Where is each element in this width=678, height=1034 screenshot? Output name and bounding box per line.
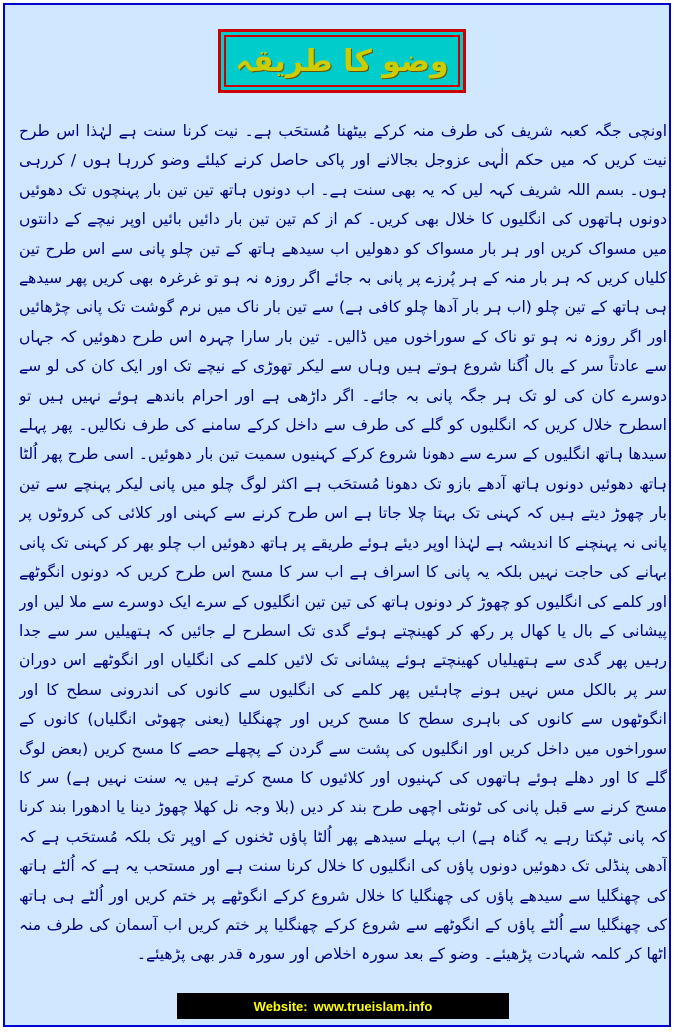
page-title: وضو کا طریقہ: [235, 43, 449, 79]
title-banner: [218, 29, 466, 93]
content-frame: [3, 3, 671, 1027]
article-body: [19, 117, 667, 987]
article-paragraph: اونچی جگہ کعبہ شریف کی طرف منہ کرکے بیٹھنا مُستحَب ہے۔ نیت کرنا سنت ہے لہٰذا اس طرح نیت کریں کہ میں حکم الٰہی عزوجل بجالانے اور پاکی حاصل کرنے کیلئے وضو کررہا ہوں / کررہی ہوں۔ بسم اللہ شریف کہہ لیں کہ یہ بھی سنت ہے۔ اب دونوں ہاتھ تین تین بار پہنچوں تک دھوئیں دونوں ہاتھوں کی انگلیوں کا خلال بھی کریں۔ کم از کم تین تین بار دائیں بائیں اوپر نیچے کے دانتوں میں مسواک کریں اور ہر بار مسواک کو دھولیں اب سیدھے ہاتھ کے تین چلو پانی سے اس طرح تین کلیاں کریں کہ ہر بار منہ کے ہر پُرزے پر پانی بہ جائے اگر روزہ نہ ہو تو غرغرہ بھی کریں پھر سیدھے ہی ہاتھ کے تین چلو (اب ہر بار آدھا چلو کافی ہے) سے تین بار ناک میں نرم گوشت تک پانی چڑھائیں اور اگر روزہ نہ ہو تو ناک کے سوراخوں میں ڈالیں۔ تین بار سارا چہرہ اس طرح دھوئیں کہ جہاں سے عادتاً سر کے بال اُگنا شروع ہوتے ہیں وہاں سے لیکر تھوڑی کے نیچے تک اور ایک کان کی لو سے دوسرے کان کی لو تک ہر جگہ پانی بہ جائے۔ اگر داڑھی ہے اور احرام باندھے ہوئے نہیں ہیں تو اسطرح خلال کریں کہ انگلیوں کو گلے کی طرف سے داخل کرکے سامنے کی طرف نکالیں۔ پھر پہلے سیدھا ہاتھ انگلیوں کے سرے سے دھونا شروع کرکے کہنیوں سمیت تین بار دھوئیں۔ اسی طرح پھر اُلٹا ہاتھ دھوئیں دونوں ہاتھ آدھے بازو تک دھونا مُستحَب ہے اکثر لوگ چلو میں پانی لیکر پہنچے سے تین بار چھوڑ دیتے ہیں کہ کہنی تک بہتا چلا جاتا ہے اس طرح کرنے سے کہنی اور کلائی کی کروٹوں پر پانی نہ پہنچنے کا اندیشہ ہے لہٰذا اوپر دیئے ہوئے طریقے پر ہاتھ دھوئیں اب چلو بھر کر کہنی تک پانی بہانے کی حاجت نہیں بلکہ یہ پانی کا اسراف ہے اب سر کا مسح اس طرح کریں کہ دونوں انگوٹھے اور کلمے کی انگلیوں کو چھوڑ کر دونوں ہاتھ کی تین تین انگلیوں کے سرے ایک دوسرے سے ملا لیں اور پیشانی کے بال یا کھال پر رکھ کر کھینچتے ہوئے گدی تک اسطرح لے جائیں کہ ہتھیلیں سر سے جدا رہیں پھر گدی سے ہتھیلیاں کھینچتے ہوئے پیشانی تک لائیں کلمے کی انگلیاں اور انگوٹھے اس دوران سر پر بالکل مس نہیں ہونے چاہئیں پھر کلمے کی انگلیوں سے کانوں کی اندرونی سطح کا اور انگوٹھوں سے کانوں کی باہری سطح کا مسح کریں اور چھنگلیا (یعنی چھوٹی انگلیاں) کانوں کے سوراخوں میں داخل کریں اور انگلیوں کی پشت سے گردن کے پچھلے حصے کا مسح کریں (بعض لوگ گلے کا اور دھلے ہوئے ہاتھوں کی کہنیوں اور کلائیوں کا مسح کرتے ہیں یہ سنت نہیں ہے) سر کا مسح کرنے سے قبل پانی کی ٹونٹی اچھی طرح بند کر دیں (بلا وجہ نل کھلا چھوڑ دینا یا ادھورا بند کرنا کہ پانی ٹپکتا رہے یہ گناہ ہے) اب پہلے سیدھے پھر اُلٹا پاؤں ٹخنوں کے اوپر تک بلکہ مُستحَب ہے کہ آدھی پنڈلی تک دھوئیں دونوں پاؤں کی انگلیوں کا خلال کرنا سنت ہے اور مستحب یہ ہے کہ اُلٹے ہاتھ کی چھنگلیا سے سیدھے پاؤں کی چھنگلیا کا خلال شروع کرکے انگوٹھے پر ختم کریں اور اُلٹے ہی ہاتھ کی چھنگلیا سے اُلٹے پاؤں کے انگوٹھے سے شروع کرکے چھنگلیا پر ختم کریں اب آسمان کی طرف منہ اٹھا کر کلمہ شہادت پڑھیئے۔ وضو کے بعد سورہ اخلاص اور سورہ قدر بھی پڑھیئے۔: [19, 122, 667, 964]
footer-label: Website:: [253, 998, 308, 1014]
website-link[interactable]: www.trueislam.info: [313, 998, 433, 1014]
website-footer[interactable]: [177, 993, 509, 1019]
